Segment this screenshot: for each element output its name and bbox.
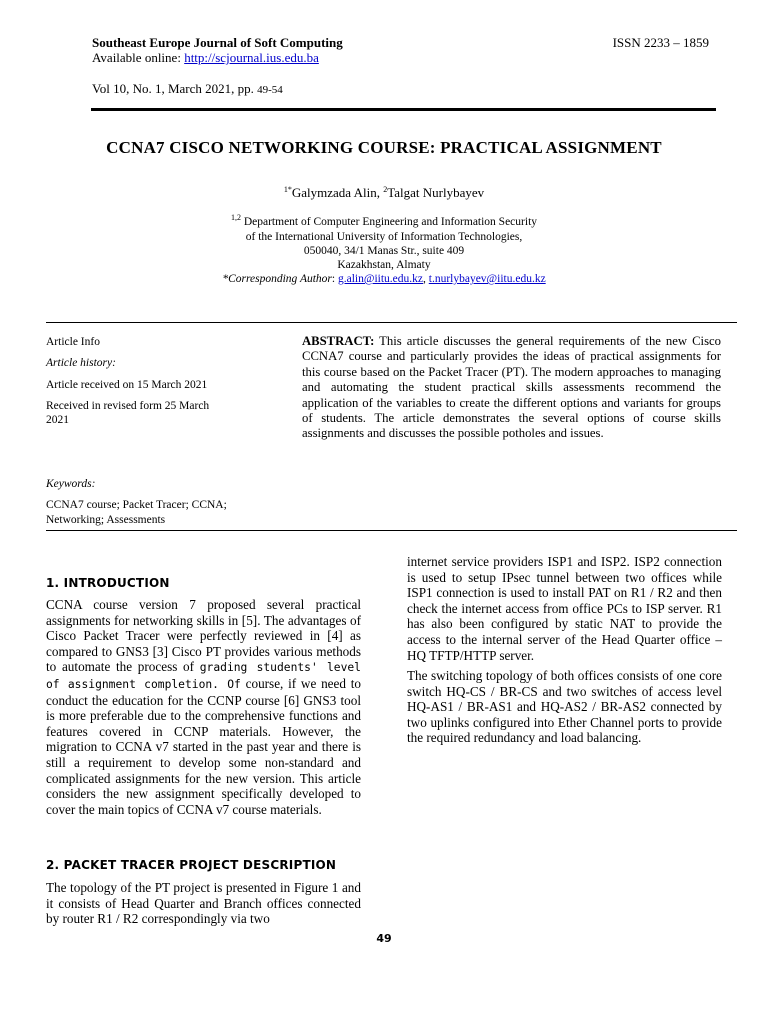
author-1-mark: 1*	[283, 185, 292, 194]
keywords-label: Keywords:	[46, 478, 96, 490]
intro-text-1: CCNA course version 7 proposed several practical assignments for networking skills in [5]. The advantages of Cisco Packet Tracer were perfectly reviewed in [4] as compared to GNS3 [3] Cisco PT provides various methods to automate the process of	[46, 597, 361, 675]
keywords-line-1: CCNA7 course; Packet Tracer; CCNA;	[46, 499, 227, 511]
pt-heading: 2. PACKET TRACER PROJECT DESCRIPTION	[46, 858, 337, 872]
author-2-mark: 2	[383, 185, 388, 194]
intro-heading: 1. INTRODUCTION	[46, 576, 170, 590]
available-label: Available online:	[92, 50, 185, 65]
info-bottom-rule	[46, 530, 737, 531]
page-range: 49-54	[257, 84, 283, 96]
intro-text-2: course, if we need to conduct the education for the CCNP course [6] GNS3 tool is more preferable due to the comprehensive functions and features covered in CCNP materials. However, the migration to CCNA v7 started in the past year and there is still a requirement to develop some non-standard and complicated assignments for the new version. This article considers the new assignment specifically developed to cover the main topics of CCNA v7 course materials.	[46, 675, 361, 817]
affiliation-dept: Department of Computer Engineering and Information Security	[240, 216, 538, 228]
intro-paragraph	[46, 597, 361, 817]
abstract	[302, 334, 721, 442]
keywords-line-2: Networking; Assessments	[46, 514, 166, 526]
affiliation-line-3: 050040, 34/1 Manas Str., suite 409	[303, 245, 465, 257]
journal-name: Southeast Europe Journal of Soft Computing	[92, 35, 343, 50]
issn: ISSN 2233 – 1859	[612, 35, 709, 50]
author-2-name: Talgat Nurlybayev	[387, 185, 485, 200]
right-paragraph-2: The switching topology of both offices consists of one core switch HQ-CS / BR-CS and two switches of access level HQ-AS1 / BR-AS1 and HQ-AS2 / BR-AS2 connected by two uplinks configured into Ether Channel ports to provide the required redundancy and load balancing.	[407, 668, 722, 746]
intro-text-mono: grading students' level of assignment completion. Of	[46, 661, 361, 691]
page-number: 49	[376, 932, 392, 945]
available-online	[92, 50, 319, 66]
article-revised-1: Received in revised form 25 March	[46, 400, 210, 412]
corresponding-label: *Corresponding Author	[222, 273, 332, 285]
affiliation-mark: 1,2	[230, 213, 241, 222]
volume-info	[92, 81, 283, 97]
article-history-label: Article history:	[46, 357, 116, 369]
corresponding-author	[0, 273, 768, 285]
article-info-heading: Article Info	[46, 336, 100, 348]
article-revised-2: 2021	[46, 414, 69, 426]
paper-title: CCNA7 CISCO NETWORKING COURSE: PRACTICAL ASSIGNMENT	[106, 138, 662, 157]
affiliation-line-1	[0, 213, 768, 228]
corresponding-sep: :	[331, 273, 338, 285]
author-1-name: Galymzada Alin,	[291, 185, 384, 200]
journal-url-link[interactable]: http://scjournal.ius.edu.ba	[184, 50, 319, 65]
pt-paragraph: The topology of the PT project is presented in Figure 1 and it consists of Head Quarter and Branch offices connected by router R1 / R2 correspondingly via two	[46, 880, 361, 927]
header-rule	[91, 108, 716, 111]
email-separator: ,	[423, 273, 429, 285]
abstract-text: This article discusses the general requirements of the new Cisco CCNA7 course and particularly provides the ideas of practical assignments for this course based on the Packet Tracer (PT). The modern approaches to managing and automating the student practical skills assessments recommend the application of the variables to create the different options and variants for groups of students. The article demonstrates the several options of course skills assignments and discusses the possible potholes and issues.	[302, 334, 721, 441]
affiliation-line-4: Kazakhstan, Almaty	[337, 259, 431, 271]
article-received: Article received on 15 March 2021	[46, 379, 208, 391]
right-paragraph-1: internet service providers ISP1 and ISP2. ISP2 connection is used to setup IPsec tunnel between two offices while ISP1 connection is used to install PAT on R1 / R2 and then check the internet access from office PCs to ISP server. R1 has also been configured by static NAT to provide the access to the internal server of the Head Quarter office – HQ TFTP/HTTP server.	[407, 554, 722, 663]
email-link-2[interactable]: t.nurlybayev@iitu.edu.kz	[428, 273, 546, 285]
volume-text: Vol 10, No. 1, March 2021, pp.	[92, 81, 258, 96]
info-top-rule	[46, 322, 737, 323]
email-link-1[interactable]: g.alin@iitu.edu.kz	[337, 273, 423, 285]
abstract-label: ABSTRACT:	[302, 334, 375, 348]
authors	[0, 185, 768, 201]
affiliation-line-2: of the International University of Information Technologies,	[245, 231, 523, 243]
